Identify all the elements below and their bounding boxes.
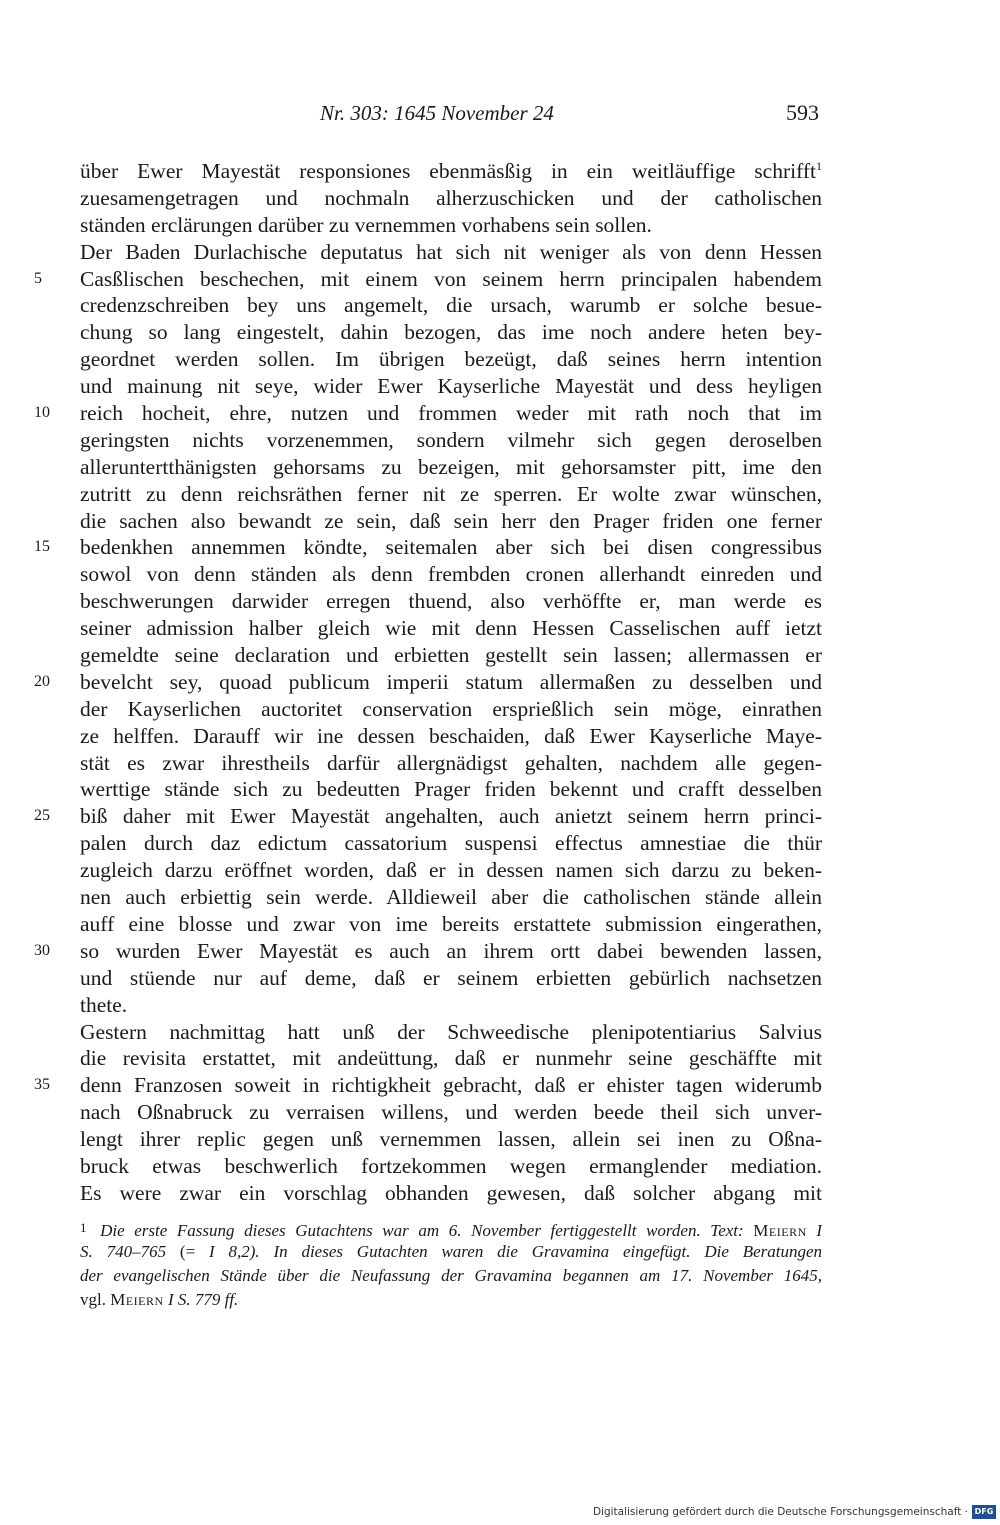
text-line (80, 346, 822, 373)
line-text: thete. (80, 992, 128, 1017)
line-number: 25 (34, 807, 50, 825)
text-line (80, 830, 822, 857)
text-line (80, 239, 822, 266)
line-text: seiner admission halber gleich wie mit denn Hessen Casselischen auff ietzt (80, 616, 822, 641)
text-line (34, 669, 822, 696)
line-number: 5 (34, 269, 42, 287)
text-line (34, 534, 822, 561)
text-line (80, 481, 822, 508)
text-line (80, 1045, 822, 1072)
footnote-text: vgl. (80, 1290, 106, 1309)
line-text: Gestern nachmittag hatt unß der Schweedische plenipotentiarius Salvius (80, 1019, 822, 1044)
dfg-logo: DFG (972, 1505, 996, 1519)
line-text: biß daher mit Ewer Mayestät angehalten, auch anietzt seinem herrn princi- (80, 804, 822, 829)
line-text: auff eine blosse und zwar von ime bereits erstattete submission eingerathen, (80, 911, 822, 936)
line-text: nen auch erbiettig sein werde. Alldieweil aber die catholischen stände allein (80, 885, 822, 910)
line-text: Casßlischen beschechen, mit einem von seinem herrn principalen habendem (80, 266, 822, 291)
line-text: sowol von denn ständen als denn frembden cronen allerhandt einreden und (80, 562, 822, 587)
page-number: 593 (786, 100, 819, 125)
text-line (34, 1072, 822, 1099)
line-text: so wurden Ewer Mayestät es auch an ihrem ortt dabei bewenden lassen, (80, 938, 822, 963)
text-line (34, 803, 822, 830)
line-text: alleruntertthänigsten gehorsams zu bezeigen, mit gehorsamster pitt, ime den (80, 454, 822, 479)
footnote-mark: 1 (80, 1220, 87, 1235)
line-text: stät es zwar ihrestheils darfür allergnädigst gehalten, nachdem alle gegen- (80, 750, 822, 775)
footnote-line (80, 1264, 822, 1288)
line-text: die sachen also bewandt ze sein, daß sein herr den Prager friden one ferner (80, 508, 822, 533)
footnote-text: der evangelischen Stände über die Neufassung der Gravamina begannen am 17. November 1645, (80, 1266, 822, 1285)
line-text: bruck etwas beschwerlich fortzekommen wegen ermanglender mediation. (80, 1153, 822, 1178)
line-text: chung so lang eingestelt, dahin bezogen, das ime noch andere heten bey- (80, 320, 822, 345)
footnote-text: I S. 779 ff. (167, 1290, 239, 1309)
line-text: und stüende nur auf deme, daß er seinem erbietten gebürlich nachsetzen (80, 965, 822, 990)
line-text: werttige stände sich zu bedeutten Prager friden bekennt und crafft desselben (80, 777, 822, 802)
line-number: 15 (34, 538, 50, 556)
footnote-text: I (816, 1221, 823, 1240)
text-line (80, 1019, 822, 1046)
line-number: 10 (34, 404, 50, 422)
line-text: zutritt zu denn reichsräthen ferner nit ze sperren. Er wolte zwar wünschen, (80, 481, 822, 506)
text-line (34, 938, 822, 965)
line-text: geordnet werden sollen. Im übrigen bezeügt, daß seines herrn intention (80, 347, 822, 372)
footnote-author: Meiern (753, 1221, 807, 1240)
text-line (80, 427, 822, 454)
text-line (80, 319, 822, 346)
text-line (80, 1126, 822, 1153)
line-text: der Kayserlichen auctoritet conservation ersprießlich sein möge, einrathen (80, 696, 822, 721)
text-line (80, 1153, 822, 1180)
footnote-reference: 1 (816, 158, 822, 173)
footnote-text: Die erste Fassung dieses Gutachtens war am 6. November fertiggestellt worden. Text: (100, 1221, 744, 1240)
line-number: 35 (34, 1076, 50, 1094)
footnote-author: Meiern (110, 1290, 164, 1309)
line-number: 20 (34, 672, 50, 690)
footnote-text: (= (179, 1242, 209, 1261)
footnote-text: I 8,2). In dieses Gutachten waren die Gravamina eingefügt. Die Beratungen (208, 1242, 823, 1261)
text-line (80, 212, 822, 239)
line-text: zuesamengetragen und nochmaln alherzuschicken und der catholischen (80, 185, 822, 210)
text-line (80, 642, 822, 669)
line-text: denn Franzosen soweit in richtigkheit gebracht, daß er ehister tagen widerumb (80, 1073, 822, 1098)
footnote-line (80, 1240, 822, 1264)
line-text: die revisita erstattet, mit andeüttung, daß er nunmehr seine geschäffte mit (80, 1046, 822, 1071)
text-line (80, 292, 822, 319)
digitization-credit: Digitalisierung gefördert durch die Deutsche Forschungsgemeinschaft · (592, 1506, 968, 1518)
line-text: bevelcht sey, quoad publicum imperii statum allermaßen zu desselben und (80, 669, 822, 694)
footnote-line (80, 1216, 822, 1240)
line-text: nach Oßnabruck zu verraisen willens, und werden beede theil sich unver- (80, 1100, 822, 1125)
text-line (80, 185, 822, 212)
text-line (80, 911, 822, 938)
line-text: bedenkhen annemmen köndte, seitemalen aber sich bei disen congressibus (80, 535, 822, 560)
text-line (80, 1099, 822, 1126)
body-text (34, 158, 822, 1207)
text-line (80, 992, 822, 1019)
text-line (34, 266, 822, 293)
line-text: palen durch daz edictum cassatorium suspensi effectus amnestiae die thür (80, 831, 822, 856)
text-line (34, 400, 822, 427)
text-line (80, 723, 822, 750)
footnote-line (80, 1288, 822, 1312)
text-line (80, 508, 822, 535)
running-header: Nr. 303: 1645 November 24 (320, 101, 554, 125)
text-line (80, 158, 822, 185)
footnotes (80, 1216, 822, 1312)
line-text: lengt ihrer replic gegen unß vernemmen lassen, allein sei inen zu Oßna- (80, 1127, 822, 1152)
text-line (80, 373, 822, 400)
line-number: 30 (34, 941, 50, 959)
line-text: geringsten nichts vorzenemmen, sondern vilmehr sich gegen deroselben (80, 427, 822, 452)
text-line (80, 454, 822, 481)
line-text: ständen erclärungen darüber zu vernemmen vorhabens sein sollen. (80, 212, 652, 237)
line-text: zugleich darzu eröffnet worden, daß er in dessen namen sich darzu zu beken- (80, 858, 822, 883)
line-text: und mainung nit seye, wider Ewer Kayserliche Mayestät und dess heyligen (80, 374, 822, 399)
line-text: gemeldte seine declaration und erbietten gestellt sein lassen; allermassen er (80, 643, 822, 668)
line-text: reich hocheit, ehre, nutzen und frommen weder mit rath noch that im (80, 401, 822, 426)
text-line (80, 776, 822, 803)
line-text: Der Baden Durlachische deputatus hat sich nit weniger als von denn Hessen (80, 239, 822, 264)
text-line (80, 750, 822, 777)
text-line (80, 1180, 822, 1207)
text-line (80, 696, 822, 723)
line-text: credenzschreiben bey uns angemelt, die ursach, warumb er solche besue- (80, 293, 822, 318)
footnote-text: S. 740–765 (80, 1242, 167, 1261)
line-text: Es were zwar ein vorschlag obhanden gewesen, daß solcher abgang mit (80, 1180, 822, 1205)
text-line (80, 588, 822, 615)
text-line (80, 884, 822, 911)
text-line (80, 561, 822, 588)
digitization-credit-bar (0, 1503, 1000, 1525)
text-line (80, 615, 822, 642)
line-text: ze helffen. Darauff wir ine dessen beschaiden, daß Ewer Kayserliche Maye- (80, 723, 822, 748)
text-line (80, 965, 822, 992)
line-text: über Ewer Mayestät responsiones ebenmäsßig in ein weitläuffige schrifft (80, 159, 816, 183)
line-text: beschwerungen darwider erregen thuend, also verhöffte er, man werde es (80, 589, 822, 614)
text-line (80, 857, 822, 884)
